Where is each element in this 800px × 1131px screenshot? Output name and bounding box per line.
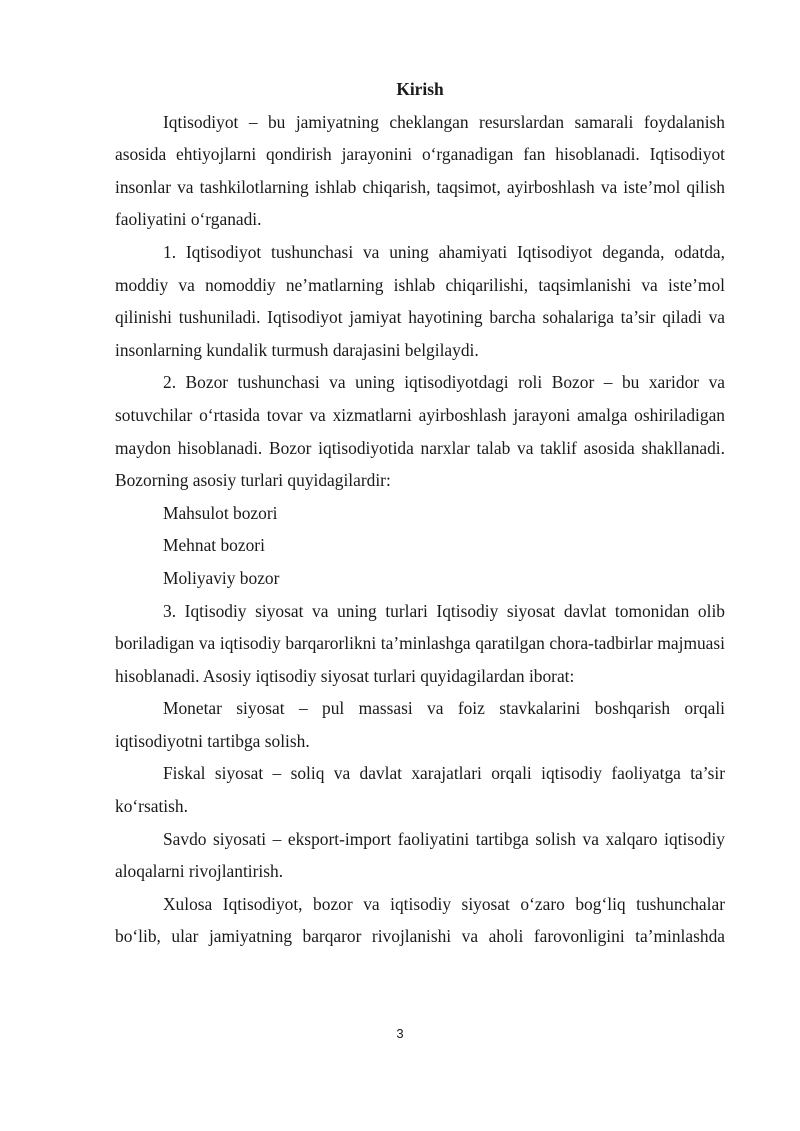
market-type-item: Moliyaviy bozor (163, 567, 280, 588)
page-number: 3 (396, 1026, 404, 1041)
policy-type-item: Monetar siyosat – pul massasi va foiz stavkalarini boshqarish orqali iqtisodiyotni tartibga solish. (115, 698, 725, 751)
economy-concept-paragraph: 1. Iqtisodiyot tushunchasi va uning ahamiyati Iqtisodiyot deganda, odatda, moddiy va nomoddiy ne’matlarning ishlab chiqarilishi, taqsimlanishi va iste’mol qilinishi tushuniladi. Iqtisodiyot jamiyat hayotining barcha sohalariga ta’sir qiladi va insonlarning kundalik turmush darajasini belgilaydi. (115, 241, 725, 360)
policy-type-item: Fiskal siyosat – soliq va davlat xarajatlari orqali iqtisodiy faoliyatga ta’sir ko‘rsatish. (115, 763, 725, 817)
market-type-item: Mehnat bozori (163, 535, 265, 556)
page-body (115, 73, 725, 953)
market-type-item: Mahsulot bozori (163, 502, 278, 523)
economic-policy-paragraph: 3. Iqtisodiy siyosat va uning turlari Iqtisodiy siyosat davlat tomonidan olib boriladigan va iqtisodiy barqarorlikni ta’minlashga qaratilgan chora-tadbirlar majmuasi hisoblanadi. Asosiy iqtisodiy siyosat turlari quyidagilardan iborat: (115, 600, 725, 686)
conclusion-paragraph: Xulosa Iqtisodiyot, bozor va iqtisodiy siyosat o‘zaro bog‘liq tushunchalar bo‘lib, ular jamiyatning barqaror rivojlanishi va aholi farovonligini ta’minlashda (115, 893, 725, 947)
policy-type-item: Savdo siyosati – eksport-import faoliyatini tartibga solish va xalqaro iqtisodiy aloqalarni rivojlantirish. (115, 828, 725, 882)
section-title: Kirish (396, 79, 444, 99)
intro-paragraph: Iqtisodiyot – bu jamiyatning cheklangan resurslardan samarali foydalanish asosida ehtiyojlarni qondirish jarayonini o‘rganadigan fan hisoblanadi. Iqtisodiyot insonlar va tashkilotlarning ishlab chiqarish, taqsimot, ayirboshlash va iste’mol qilish faoliyatini o‘rganadi. (115, 111, 725, 230)
market-concept-paragraph: 2. Bozor tushunchasi va uning iqtisodiyotdagi roli Bozor – bu xaridor va sotuvchilar o‘rtasida tovar va xizmatlarni ayirboshlash jarayoni amalga oshiriladigan maydon hisoblanadi. Bozor iqtisodiyotida narxlar talab va taklif asosida shakllanadi. Bozorning asosiy turlari quyidagilardir: (115, 372, 725, 491)
